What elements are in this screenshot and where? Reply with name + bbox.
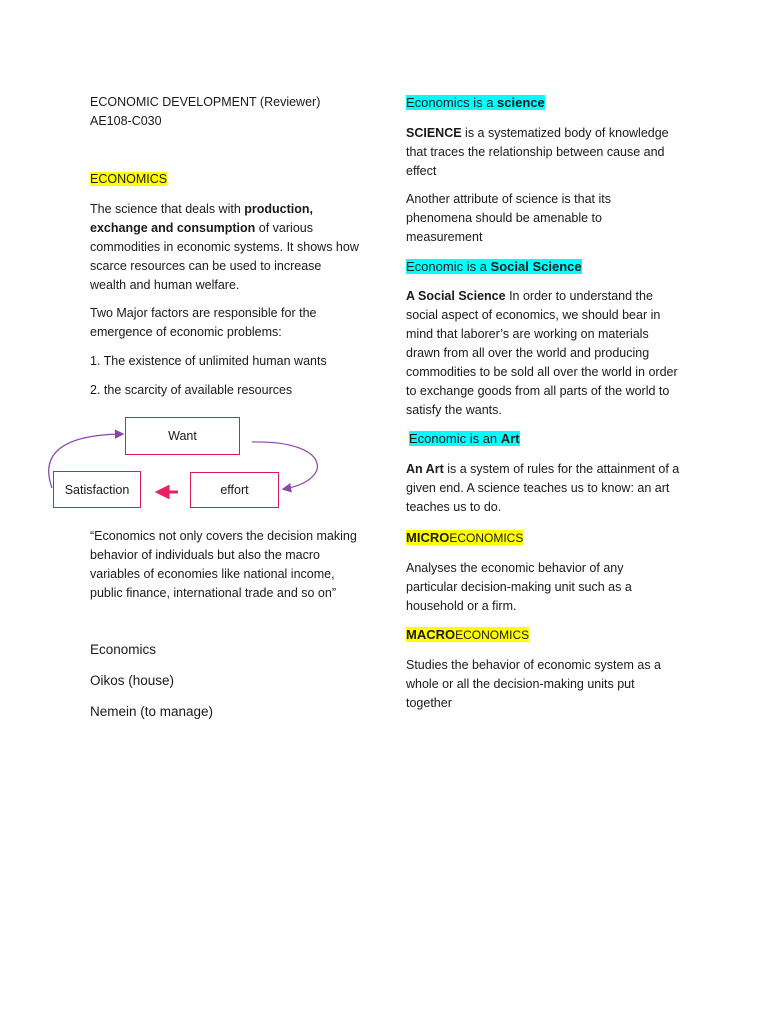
- science-heading-pre: Economics is a: [406, 95, 498, 110]
- science-attribute: Another attribute of science is that its phenomena should be amenable to measurement: [406, 192, 611, 244]
- science-heading-bold: science: [497, 95, 545, 110]
- economics-definition: [90, 200, 360, 295]
- title-line-1: ECONOMIC DEVELOPMENT (Reviewer): [90, 95, 321, 109]
- definition-pre: The science that deals with: [90, 202, 245, 216]
- macro-heading-highlight: [406, 627, 529, 642]
- factor-1: 1. The existence of unlimited human wants: [90, 354, 327, 368]
- social-def-bold: A Social Science: [406, 289, 506, 303]
- satisfaction-label: Satisfaction: [64, 482, 130, 497]
- social-science-heading: [406, 257, 582, 277]
- factor-2: 2. the scarcity of available resources: [90, 383, 293, 397]
- science-def-bold: SCIENCE: [406, 126, 462, 140]
- social-science-definition: [406, 287, 678, 420]
- macro-heading: [406, 625, 529, 645]
- art-heading-bold: Art: [500, 431, 520, 446]
- social-heading-highlight: [406, 259, 582, 274]
- science-heading-highlight: [406, 95, 545, 110]
- micro-rest: ECONOMICS: [449, 531, 524, 545]
- definition-post: of various commodities in economic systems. It shows how scarce resources can be used to increase wealth and human welfare.: [90, 221, 359, 292]
- social-heading-pre: Economic is a: [406, 259, 491, 274]
- document-title: [90, 93, 370, 131]
- want-label: Want: [168, 429, 197, 443]
- etymology-word: Economics: [90, 642, 157, 657]
- micro-bold: MICRO: [406, 530, 450, 545]
- macro-definition: Studies the behavior of economic system as a whole or all the decision-making units put together: [406, 658, 661, 710]
- micro-definition: Analyses the economic behavior of any particular decision-making unit such as a household or a firm.: [406, 561, 632, 613]
- effort-label: effort: [220, 483, 249, 497]
- macro-rest: ECONOMICS: [455, 628, 530, 642]
- micro-heading: [406, 528, 523, 548]
- macro-bold: MACRO: [406, 627, 456, 642]
- art-heading-pre: Economic is an: [409, 431, 501, 446]
- art-def-text: is a system of rules for the attainment of a given end. A science teaches us to know: an art teaches us to do.: [406, 462, 680, 514]
- science-def-text: is a systematized body of knowledge that traces the relationship between cause and effect: [406, 126, 669, 178]
- social-heading-bold: Social Science: [490, 259, 582, 274]
- effort-to-satisfaction-arrow: [158, 487, 178, 497]
- micro-heading-highlight: [406, 530, 523, 545]
- social-def-text: In order to understand the social aspect of economics, we should bear in mind that laborer’s are working on materials drawn from all over the world and producing commodities to be sold all over the world in order to exchange goods from all parts of the world to satisfy the wants.: [406, 289, 678, 417]
- art-heading-highlight: [409, 431, 520, 446]
- factors-intro: Two Major factors are responsible for the emergence of economic problems:: [90, 306, 317, 339]
- satisfaction-box: [53, 471, 141, 508]
- economics-heading-text: ECONOMICS: [90, 172, 168, 186]
- effort-box: [190, 472, 279, 508]
- economics-heading: [90, 170, 167, 189]
- title-line-2: AE108-C030: [90, 114, 162, 128]
- science-heading: [406, 93, 545, 113]
- definition-bold: production, exchange and consumption: [90, 202, 313, 235]
- economics-quote: “Economics not only covers the decision making behavior of individuals but also the macro variables of economies like national income, public finance, international trade and so on”: [90, 529, 357, 600]
- art-def-bold: An Art: [406, 462, 444, 476]
- art-heading: [409, 429, 520, 449]
- art-definition: [406, 460, 681, 517]
- science-definition: [406, 124, 681, 181]
- etymology-nemein: Nemein (to manage): [90, 704, 214, 719]
- want-box: [125, 417, 240, 455]
- etymology-oikos: Oikos (house): [90, 673, 175, 688]
